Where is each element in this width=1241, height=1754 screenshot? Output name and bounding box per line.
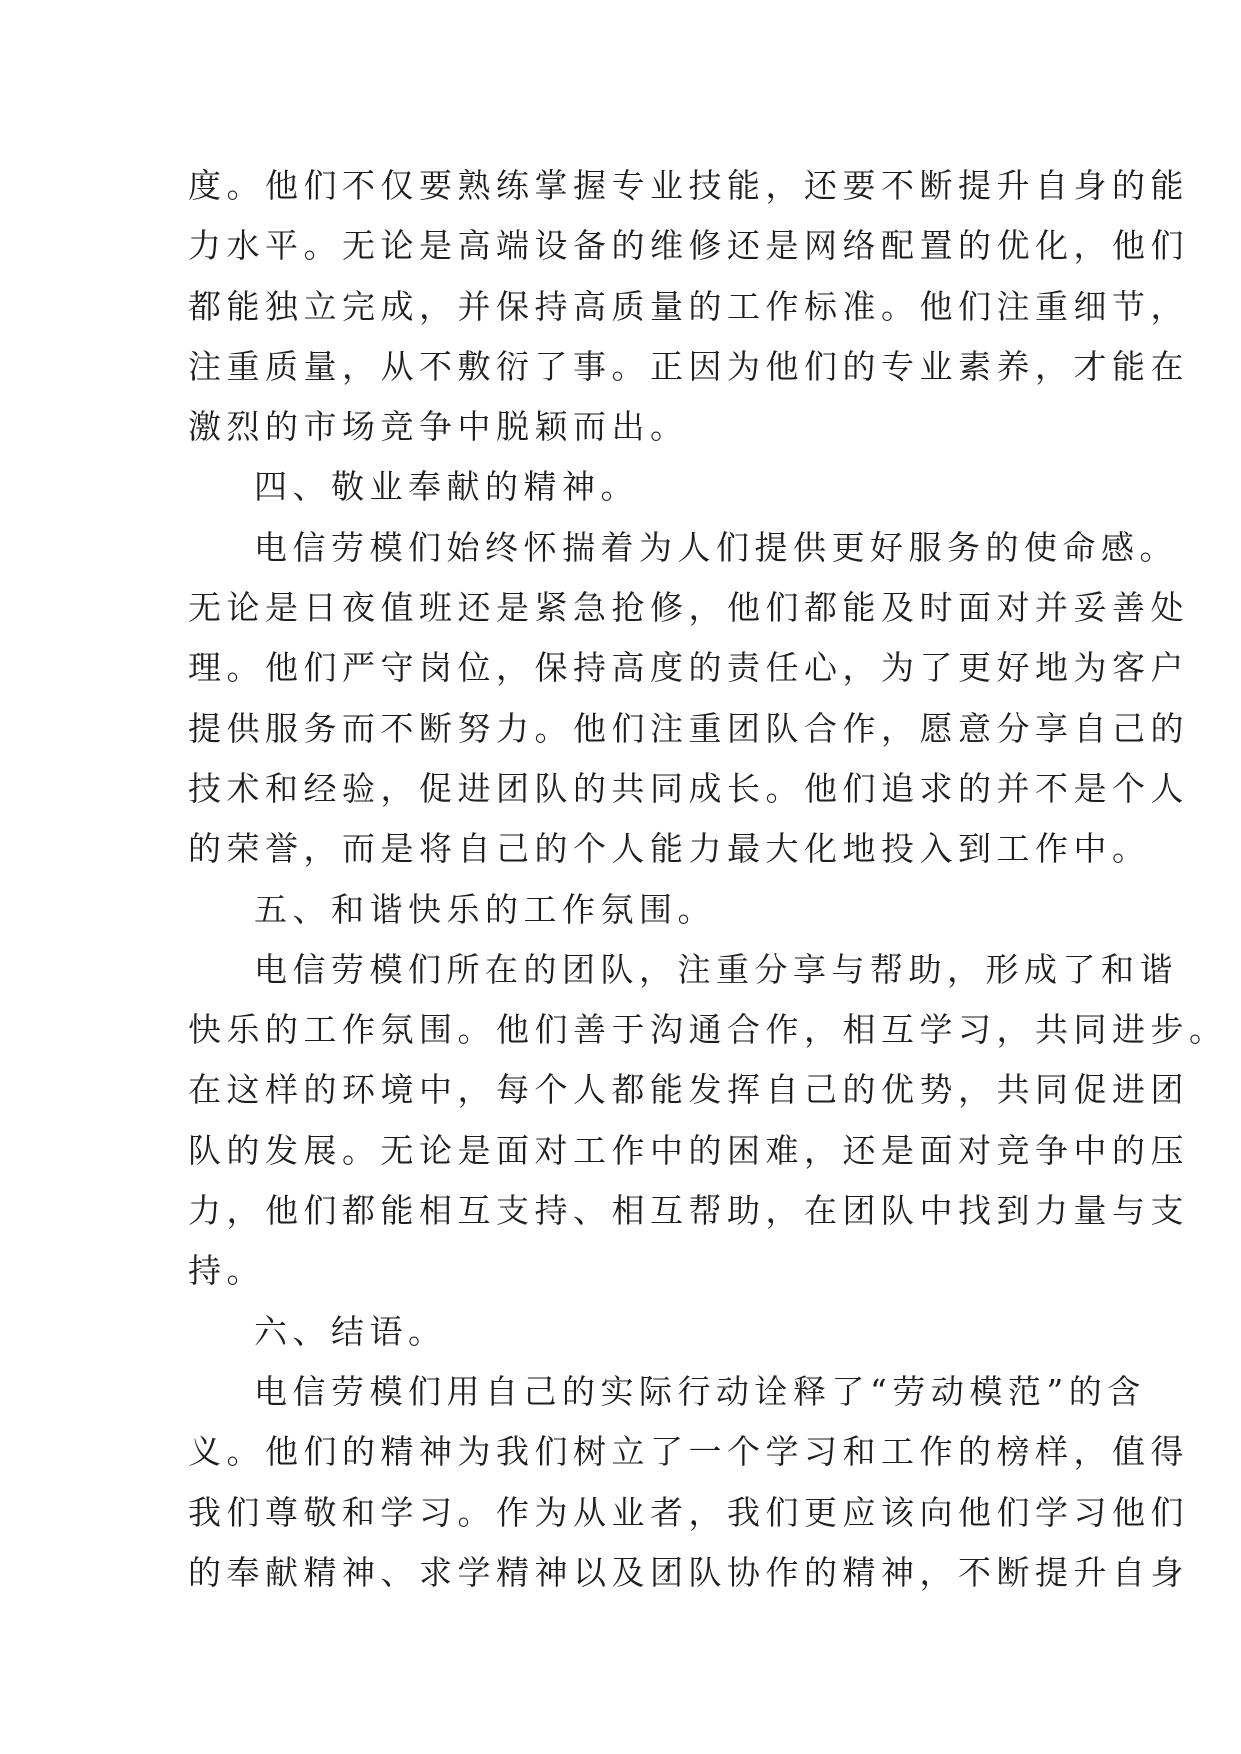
section-heading: 六、结语。 bbox=[254, 1311, 447, 1351]
text-line: 激烈的市场竞争中脱颖而出。 bbox=[188, 407, 689, 447]
text-line: 力，他们都能相互支持、相互帮助，在团队中找到力量与支 bbox=[188, 1191, 1189, 1231]
text-line: 电信劳模们始终怀揣着为人们提供更好服务的使命感。 bbox=[254, 527, 1178, 567]
text-line: 电信劳模们所在的团队，注重分享与帮助，形成了和谐 bbox=[254, 949, 1178, 989]
text-line: 电信劳模们用自己的实际行动诠释了“劳动模范”的含 bbox=[254, 1371, 1146, 1411]
text-line: 队的发展。无论是面对工作中的困难，还是面对竞争中的压 bbox=[188, 1130, 1189, 1170]
text-line: 持。 bbox=[188, 1251, 265, 1291]
text-line: 无论是日夜值班还是紧急抢修，他们都能及时面对并妥善处 bbox=[188, 588, 1189, 628]
text-line: 力水平。无论是高端设备的维修还是网络配置的优化，他们 bbox=[188, 226, 1189, 266]
section-heading: 四、敬业奉献的精神。 bbox=[254, 467, 639, 507]
text-line: 的荣誉，而是将自己的个人能力最大化地投入到工作中。 bbox=[188, 829, 1151, 869]
text-line: 理。他们严守岗位，保持高度的责任心，为了更好地为客户 bbox=[188, 648, 1189, 688]
document-body bbox=[188, 156, 1228, 1603]
text-line: 快乐的工作氛围。他们善于沟通合作，相互学习，共同进步。 bbox=[188, 1010, 1228, 1050]
section-heading: 五、和谐快乐的工作氛围。 bbox=[254, 889, 716, 929]
text-line: 义。他们的精神为我们树立了一个学习和工作的榜样，值得 bbox=[188, 1432, 1189, 1472]
text-line: 注重质量，从不敷衍了事。正因为他们的专业素养，才能在 bbox=[188, 346, 1189, 386]
text-line: 度。他们不仅要熟练掌握专业技能，还要不断提升自身的能 bbox=[188, 166, 1189, 205]
text-line: 都能独立完成，并保持高质量的工作标准。他们注重细节， bbox=[188, 286, 1189, 326]
text-line: 技术和经验，促进团队的共同成长。他们追求的并不是个人 bbox=[188, 768, 1189, 808]
text-line: 提供服务而不断努力。他们注重团队合作，愿意分享自己的 bbox=[188, 708, 1189, 748]
text-line: 在这样的环境中，每个人都能发挥自己的优势，共同促进团 bbox=[188, 1070, 1189, 1110]
text-line: 的奉献精神、求学精神以及团队协作的精神，不断提升自身 bbox=[188, 1552, 1189, 1592]
text-line: 我们尊敬和学习。作为从业者，我们更应该向他们学习他们 bbox=[188, 1492, 1189, 1532]
